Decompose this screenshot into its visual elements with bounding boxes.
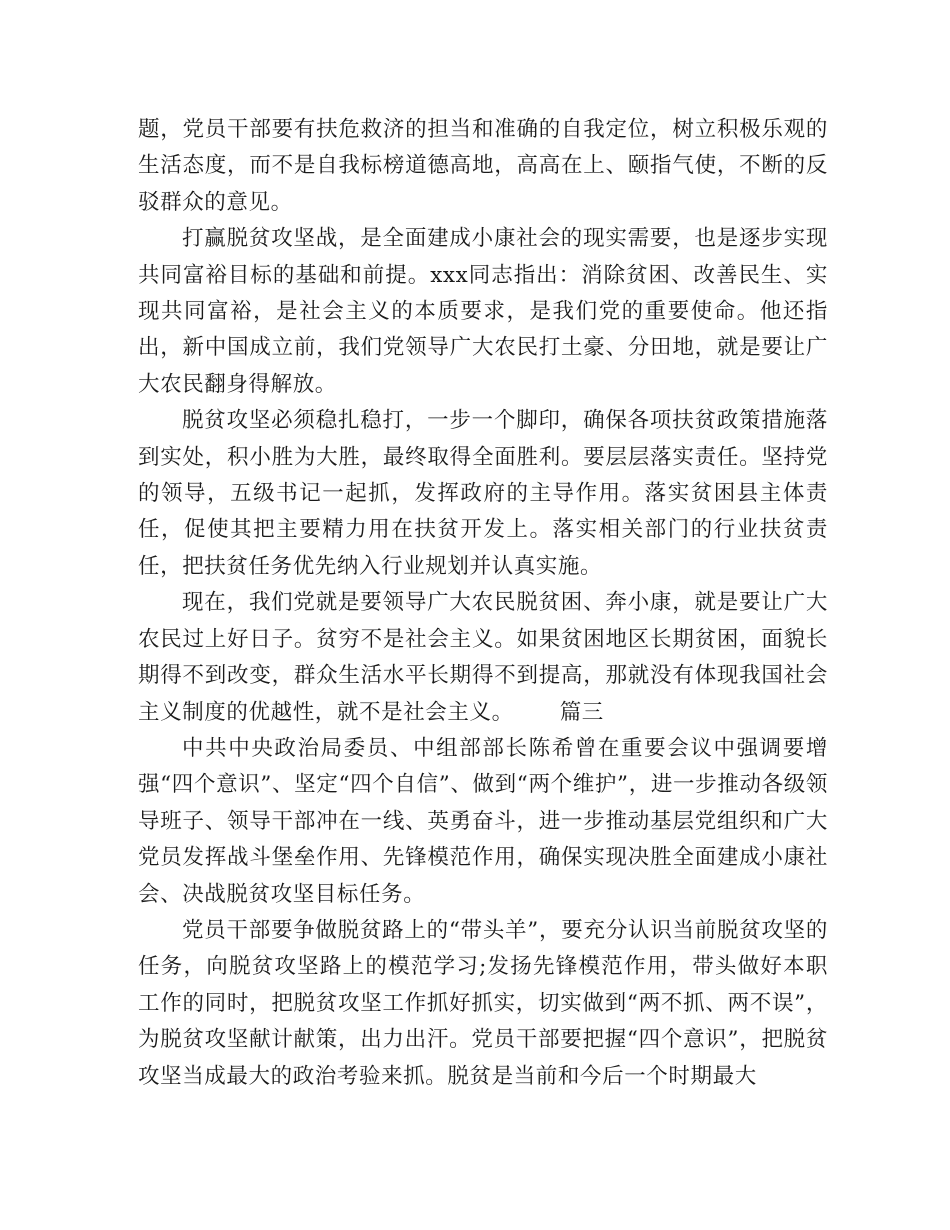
paragraph-5: 中共中央政治局委员、中组部部长陈希曾在重要会议中强调要增强“四个意识”、坚定“四个自信”、做到“两个维护”，进一步推动各级领导班子、领导干部冲在一线、英勇奋斗，进一步推动基层党组织和广大党员发挥战斗堡垒作用、先锋模范作用，确保实现决胜全面建成小康社会、决战脱贫攻坚目标任务。 [138, 735, 828, 907]
paragraph-4-text: 现在，我们党就是要领导广大农民脱贫困、奔小康，就是要让广大农民过上好日子。贫穷不是社会主义。如果贫困地区长期贫困，面貌长期得不到改变，群众生活水平长期得不到提高，那就没有体现我国社会主义制度的优越性，就不是社会主义。 [138, 590, 828, 725]
paragraph-1: 题，党员干部要有扶危救济的担当和准确的自我定位，树立积极乐观的生活态度，而不是自我标榜道德高地，高高在上、颐指气使，不断的反驳群众的意见。 [138, 117, 828, 215]
paragraph-4 [138, 585, 828, 731]
document-body [138, 112, 828, 1095]
section-marker: 篇三 [559, 699, 604, 725]
paragraph-3: 脱贫攻坚必须稳扎稳打，一步一个脚印，确保各项扶贫政策措施落到实处，积小胜为大胜，最终取得全面胜利。要层层落实责任。坚持党的领导，五级书记一起抓，发挥政府的主导作用。落实贫困县主体责任，促使其把主要精力用在扶贫开发上。落实相关部门的行业扶贫责任，把扶贫任务优先纳入行业规划并认真实施。 [138, 408, 828, 579]
paragraph-2: 打赢脱贫攻坚战，是全面建成小康社会的现实需要，也是逐步实现共同富裕目标的基础和前提。xxx同志指出：消除贫困、改善民生、实现共同富裕，是社会主义的本质要求，是我们党的重要使命。他还指出，新中国成立前，我们党领导广大农民打土豪、分田地，就是要让广大农民翻身得解放。 [138, 226, 828, 397]
paragraph-6: 党员干部要争做脱贫路上的“带头羊”，要充分认识当前脱贫攻坚的任务，向脱贫攻坚路上的模范学习;发扬先锋模范作用，带头做好本职工作的同时，把脱贫攻坚工作抓好抓实，切实做到“两不抓、两不误”，为脱贫攻坚献计献策，出力出汗。党员干部要把握“四个意识”，把脱贫攻坚当成最大的政治考验来抓。脱贫是当前和今后一个时期最大 [138, 917, 828, 1089]
